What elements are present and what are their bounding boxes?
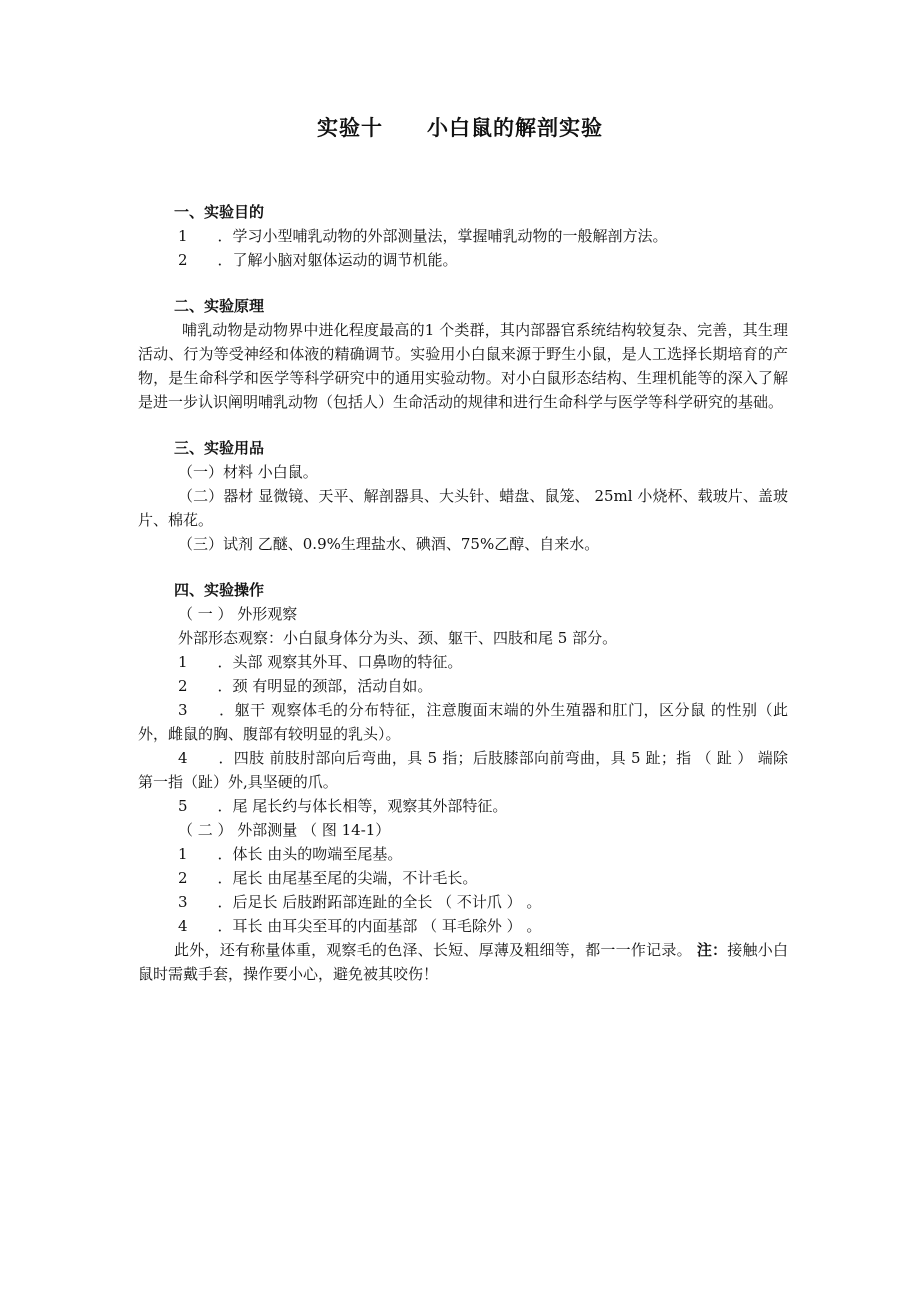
operation-sub1-item-2: 2 ．颈 有明显的颈部，活动自如。 bbox=[178, 677, 433, 695]
operation-sub1-item-5: 5 ．尾 尾长约与体长相等，观察其外部特征。 bbox=[178, 797, 508, 815]
note-text: 接触小白鼠时需戴手套，操作要小心，避免被其咬伤！ bbox=[138, 941, 788, 983]
section-heading-supplies: 三、实验用品 bbox=[174, 439, 265, 457]
operation-sub2-item-1: 1 ．体长 由头的吻端至尾基。 bbox=[178, 845, 403, 863]
operation-sub2-item-4: 4 ．耳长 由耳尖至耳的内面基部 （ 耳毛除外 ） 。 bbox=[178, 917, 542, 935]
section-heading-principle: 二、实验原理 bbox=[174, 297, 265, 315]
page-title: 实验十 小白鼠的解剖实验 bbox=[317, 116, 603, 140]
section-heading-operation: 四、实验操作 bbox=[174, 581, 265, 599]
operation-sub1-title: （ 一 ） 外形观察 bbox=[178, 605, 298, 623]
operation-sub2-item-3: 3 ．后足长 后肢跗跖部连趾的全长 （ 不计爪 ） 。 bbox=[178, 893, 542, 911]
supplies-reagents: （三）试剂 乙醚、0.9%生理盐水、碘酒、75%乙醇、自来水。 bbox=[178, 535, 600, 553]
operation-sub2-item-2: 2 ．尾长 由尾基至尾的尖端，不计毛长。 bbox=[178, 869, 478, 887]
purpose-item-2: 2 ．了解小脑对躯体运动的调节机能。 bbox=[178, 251, 458, 269]
operation-sub1-item-1: 1 ．头部 观察其外耳、口鼻吻的特征。 bbox=[178, 653, 463, 671]
note-label: 注： bbox=[696, 941, 728, 959]
purpose-item-1: 1 ．学习小型哺乳动物的外部测量法，掌握哺乳动物的一般解剖方法。 bbox=[178, 227, 668, 245]
section-heading-purpose: 一、实验目的 bbox=[174, 203, 265, 221]
supplies-equipment: （二）器材 显微镜、天平、解剖器具、大头针、蜡盘、鼠笼、 25ml 小烧杯、载玻片、盖玻片、棉花。 bbox=[138, 487, 788, 529]
operation-closing-paragraph bbox=[138, 938, 788, 986]
closing-text: 此外，还有称量体重，观察毛的色泽、长短、厚薄及粗细等，都一一作记录。 bbox=[174, 941, 692, 959]
operation-sub2-title: （ 二 ） 外部测量 （ 图 14-1） bbox=[178, 821, 391, 839]
operation-sub1-item-4: 4 ．四肢 前肢肘部向后弯曲，具 5 指；后肢膝部向前弯曲，具 5 趾；指 （ 趾 ） 端除第一指（趾）外,具坚硬的爪。 bbox=[138, 749, 788, 791]
operation-sub1-item-3: 3 ．躯干 观察体毛的分布特征，注意腹面末端的外生殖器和肛门，区分鼠 的性别（此外，雌鼠的胸、腹部有较明显的乳头）。 bbox=[138, 701, 788, 743]
supplies-material: （一）材料 小白鼠。 bbox=[178, 463, 318, 481]
document-body bbox=[138, 200, 788, 986]
operation-sub1-intro: 外部形态观察：小白鼠身体分为头、颈、躯干、四肢和尾 5 部分。 bbox=[178, 629, 618, 647]
principle-paragraph: 哺乳动物是动物界中进化程度最高的1 个类群，其内部器官系统结构较复杂、完善，其生理活动、行为等受神经和体液的精确调节。实验用小白鼠来源于野生小鼠，是人工选择长期培育的产物，是生命科学和医学等科学研究中的通用实验动物。对小白鼠形态结构、生理机能等的深入了解是进一步认识阐明哺乳动物（包括人）生命活动的规律和进行生命科学与医学等科学研究的基础。 bbox=[138, 321, 788, 411]
